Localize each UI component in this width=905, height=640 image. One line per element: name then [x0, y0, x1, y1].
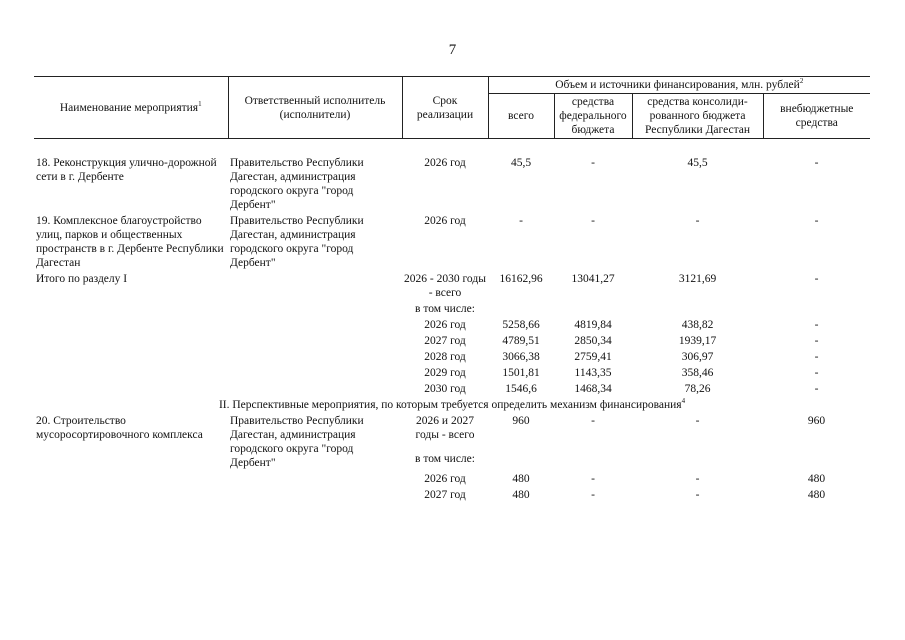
row-total: 45,5: [510, 157, 532, 169]
row-offbudget: -: [814, 215, 819, 227]
row-federal: -: [591, 157, 595, 169]
header-name: Наименование мероприятия$^1$: [34, 77, 228, 139]
row-term: 2026 год: [424, 157, 466, 169]
table-row: [34, 213, 870, 271]
row-consolidated: 358,46: [681, 367, 714, 379]
row-total: 16162,96: [499, 273, 543, 285]
row-offbudget: -: [814, 335, 819, 347]
row-federal: 13041,27: [571, 273, 615, 285]
table-row-year: [34, 333, 870, 349]
header-executor: Ответственный исполнитель (исполнители): [228, 77, 402, 139]
row-consolidated: -: [695, 415, 700, 427]
row-federal: -: [591, 489, 595, 501]
header-offbudget: внебюджетные средства: [763, 94, 870, 139]
header-funding: Объем и источники финансирования, млн. рублей$^2$: [488, 77, 870, 94]
row-total: 3066,38: [502, 351, 540, 363]
row-total: 480: [512, 489, 530, 501]
row-incl: в том числе:: [415, 452, 475, 465]
row-federal: 1143,35: [574, 367, 612, 379]
section-heading-row: [34, 397, 870, 413]
table-row-year: [34, 381, 870, 397]
row-federal: -: [591, 473, 595, 485]
row-total: 1501,81: [502, 367, 540, 379]
row-consolidated: 306,97: [681, 351, 714, 363]
row-term: 2026 год: [424, 473, 466, 485]
row-federal: -: [591, 215, 595, 227]
row-federal: 1468,34: [574, 383, 612, 395]
row-total: 480: [512, 473, 530, 485]
header-term: Срок реализации: [402, 77, 488, 139]
table-header: [34, 77, 870, 139]
table-row-year: [34, 317, 870, 333]
page-number: 7: [448, 42, 457, 58]
table-row-total: [34, 271, 870, 301]
row-name: 20. Строительство мусоросортировочного комплекса: [36, 415, 203, 441]
header-consolidated: средства консолиди-рованного бюджета Республики Дагестан: [632, 94, 763, 139]
table-row: [34, 413, 870, 451]
row-offbudget: 480: [807, 473, 826, 485]
row-consolidated: 78,26: [684, 383, 711, 395]
row-federal: 2759,41: [574, 351, 612, 363]
row-consolidated: 438,82: [681, 319, 714, 331]
row-consolidated: 1939,17: [678, 335, 717, 347]
table-row-year: [34, 471, 870, 487]
row-consolidated: -: [695, 489, 700, 501]
row-consolidated: 3121,69: [678, 273, 717, 285]
row-term: 2029 год: [424, 367, 466, 379]
table-row-year: [34, 349, 870, 365]
section-heading: II. Перспективные мероприятия, по которым требуется определить механизм финансирования$^4$: [218, 397, 686, 411]
row-offbudget: -: [814, 351, 819, 363]
row-term: 2026 год: [424, 319, 466, 331]
table-row: [34, 155, 870, 213]
row-offbudget: -: [814, 383, 819, 395]
row-federal: 4819,84: [574, 319, 612, 331]
row-term: 2027 год: [424, 335, 466, 347]
row-term: 2026 год: [424, 215, 466, 227]
table-row-year: [34, 487, 870, 503]
row-offbudget: -: [814, 319, 819, 331]
row-term: 2026 и 2027 годы - всего: [415, 415, 475, 441]
row-offbudget: -: [814, 157, 819, 169]
table-row-year: [34, 365, 870, 381]
row-executor: Правительство Республики Дагестан, администрация городского округа "город Дербент": [230, 215, 364, 269]
row-term: 2028 год: [424, 351, 466, 363]
row-federal: 2850,34: [574, 335, 612, 347]
row-offbudget: -: [814, 367, 819, 379]
row-offbudget: 960: [807, 415, 826, 427]
row-consolidated: -: [695, 473, 700, 485]
row-offbudget: -: [814, 273, 819, 285]
row-term: 2027 год: [424, 489, 466, 501]
row-consolidated: -: [695, 215, 700, 227]
row-executor: Правительство Республики Дагестан, администрация городского округа "город Дербент": [230, 157, 364, 211]
header-federal: средства федерального бюджета: [554, 94, 632, 139]
row-federal: -: [591, 415, 595, 427]
row-total: -: [519, 215, 523, 227]
row-name: Итого по разделу I: [36, 273, 128, 285]
row-term: 2030 год: [424, 383, 466, 395]
financing-table: [34, 76, 870, 503]
row-name: 19. Комплексное благоустройство улиц, парков и общественных пространств в г. Дербенте Республики Дагестан: [36, 215, 224, 269]
header-total: всего: [488, 94, 554, 139]
row-consolidated: 45,5: [687, 157, 708, 169]
table-row: [34, 301, 870, 317]
row-total: 960: [512, 415, 530, 427]
row-total: 4789,51: [502, 335, 540, 347]
row-incl: в том числе:: [415, 303, 475, 315]
row-offbudget: 480: [807, 489, 826, 501]
row-total: 5258,66: [502, 319, 540, 331]
row-name: 18. Реконструкция улично-дорожной сети в г. Дербенте: [36, 157, 217, 183]
row-term: 2026 - 2030 годы - всего: [404, 273, 486, 299]
row-total: 1546,6: [505, 383, 537, 395]
row-executor: Правительство Республики Дагестан, администрация городского округа "город Дербент": [230, 415, 364, 469]
